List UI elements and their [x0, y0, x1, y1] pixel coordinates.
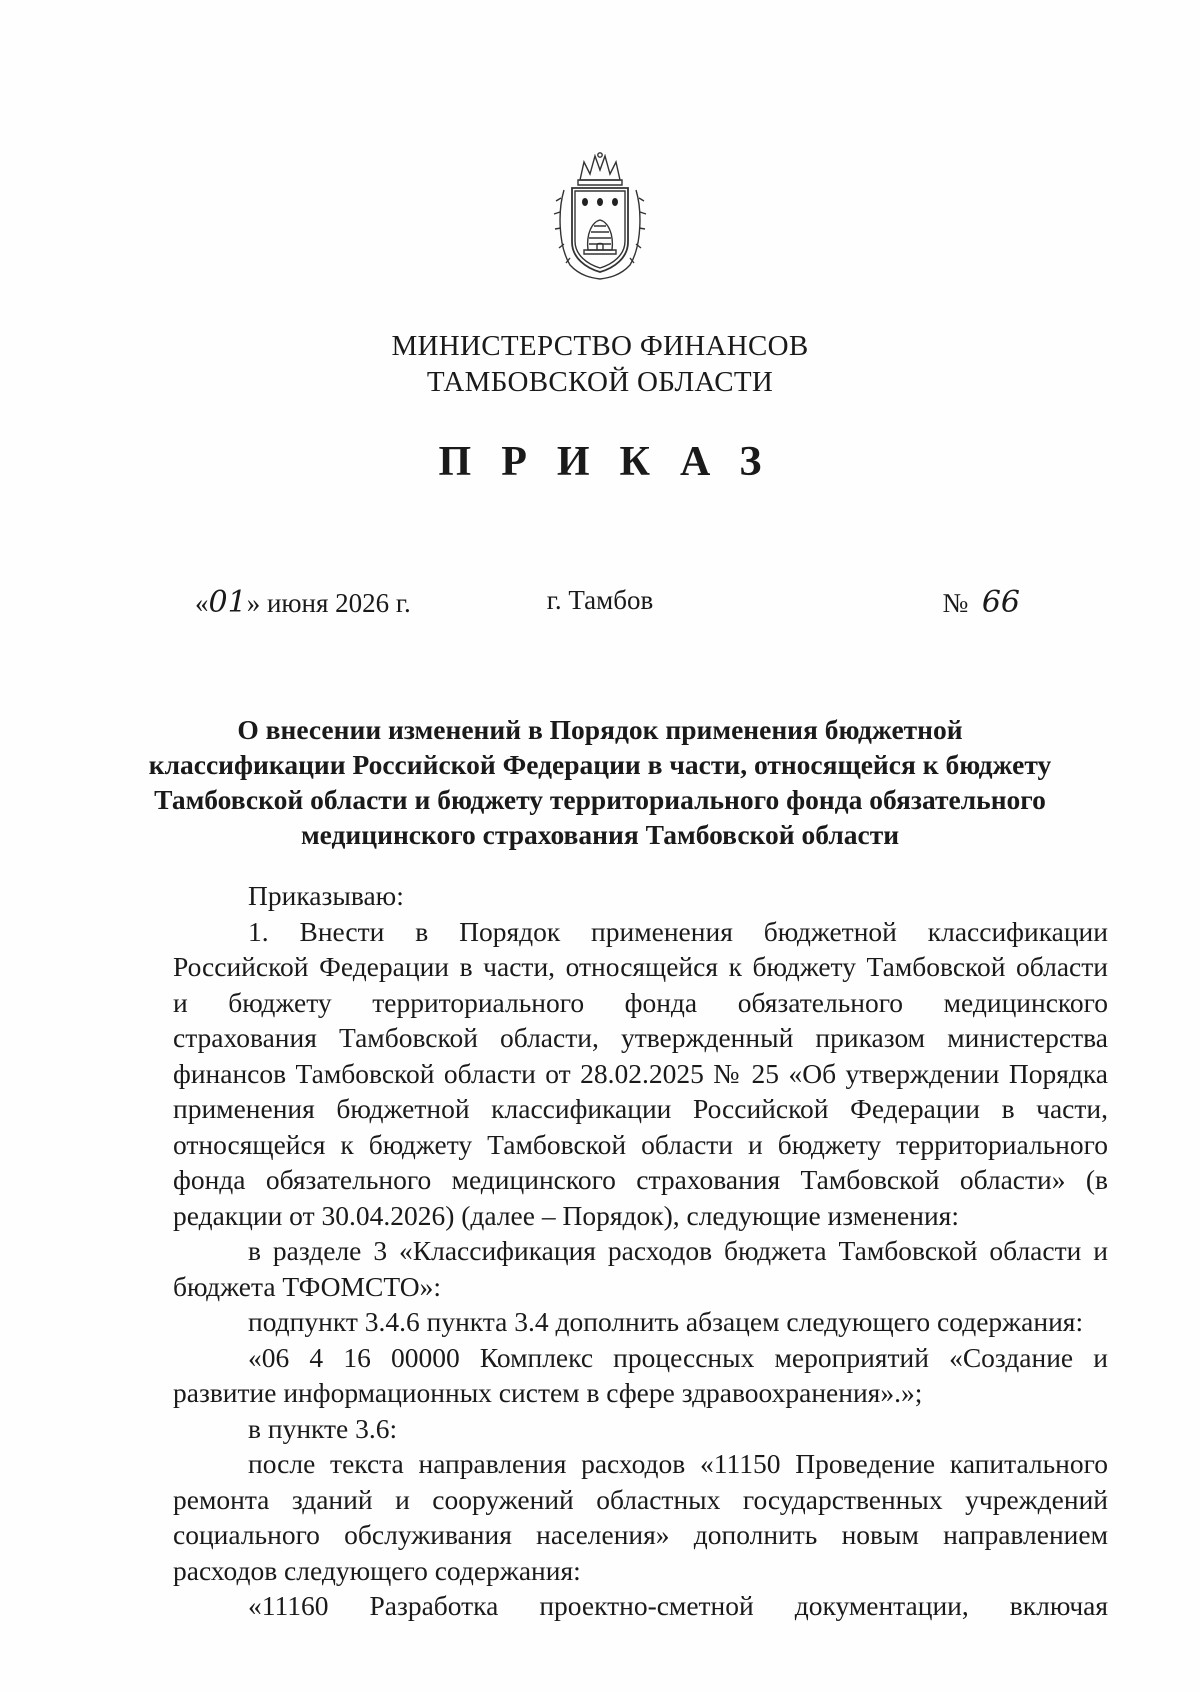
body-line: фонда обязательного медицинского страхования Тамбовской области» (в: [173, 1164, 1108, 1195]
body-line: после текста направления расходов «11150 Проведение капитального: [248, 1448, 1108, 1479]
body-line: «11160 Разработка проектно-сметной документации, включая: [248, 1590, 1108, 1621]
body-line: Российской Федерации в части, относящейся к бюджету Тамбовской области: [173, 951, 1108, 982]
body-line: бюджета ТФОМСТО»:: [173, 1270, 442, 1302]
body-line: «06 4 16 00000 Комплекс процессных мероприятий «Создание и: [248, 1341, 1108, 1373]
order-date: [195, 585, 411, 620]
order-place: г. Тамбов: [546, 585, 654, 615]
body-line: финансов Тамбовской области от 28.02.2025 № 25 «Об утверждении Порядка: [173, 1057, 1108, 1089]
title-line: медицинского страхования Тамбовской области: [300, 819, 900, 850]
ministry-name-line-1: МИНИСТЕРСТВО ФИНАНСОВ: [391, 330, 809, 362]
body-line: 1. Внести в Порядок применения бюджетной классификации: [248, 915, 1108, 947]
body-line: социального обслуживания населения» дополнить новым направлением: [173, 1519, 1108, 1550]
handwritten-number: 66: [981, 585, 1020, 620]
body-line: Приказываю:: [248, 880, 404, 911]
body-line: редакции от 30.04.2026) (далее – Порядок), следующие изменения:: [173, 1199, 959, 1231]
tambov-coat-of-arms-emblem: [550, 150, 650, 280]
handwritten-day: 01: [208, 585, 247, 620]
date-month-year: » июня 2026 г.: [246, 588, 411, 618]
body-line: подпункт 3.4.6 пункта 3.4 дополнить абзацем следующего содержания:: [248, 1306, 1084, 1337]
body-line: расходов следующего содержания:: [173, 1554, 581, 1586]
body-line: и бюджету территориального фонда обязательного медицинского: [173, 986, 1108, 1018]
order-number: [943, 585, 1020, 620]
body-line: в разделе 3 «Классификация расходов бюджета Тамбовской области и: [248, 1235, 1108, 1266]
body-line: применения бюджетной классификации Российской Федерации в части,: [173, 1093, 1108, 1124]
body-line: в пункте 3.6:: [248, 1412, 398, 1444]
body-line: страхования Тамбовской области, утвержденный приказом министерства: [173, 1022, 1108, 1053]
body-line: ремонта зданий и сооружений областных государственных учреждений: [173, 1483, 1108, 1515]
date-open-quote: «: [195, 588, 209, 618]
body-line: относящейся к бюджету Тамбовской области и бюджету территориального: [173, 1128, 1108, 1160]
title-line: Тамбовской области и бюджету территориального фонда обязательного: [154, 784, 1046, 815]
order-title: [0, 712, 1200, 852]
title-line: классификации Российской Федерации в части, относящейся к бюджету: [148, 749, 1052, 780]
order-body: [173, 878, 1108, 1624]
body-line: развитие информационных систем в сфере здравоохранения».»;: [173, 1377, 923, 1408]
ministry-name-line-2: ТАМБОВСКОЙ ОБЛАСТИ: [426, 366, 774, 398]
number-label: №: [942, 588, 969, 618]
title-line: О внесении изменений в Порядок применения бюджетной: [237, 714, 963, 745]
document-type-heading: ПРИКАЗ: [438, 439, 792, 485]
